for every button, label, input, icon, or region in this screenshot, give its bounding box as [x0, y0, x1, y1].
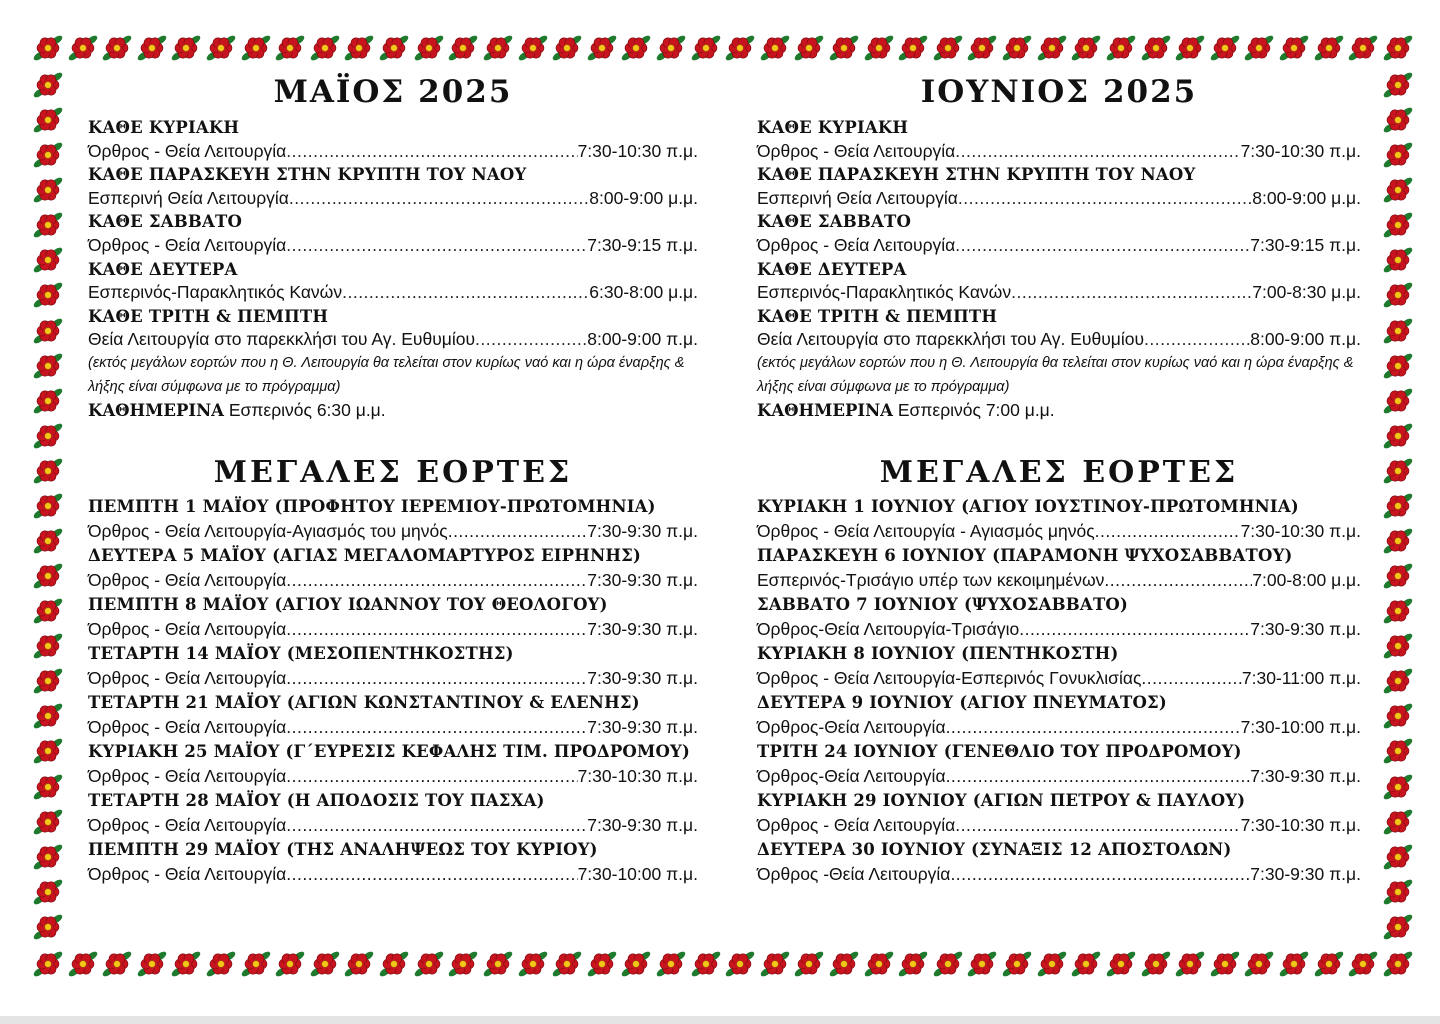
flower-icon — [310, 33, 340, 63]
feast-line — [88, 715, 698, 740]
flower-icon — [725, 949, 755, 979]
service-desc: Όρθρος - Θεία Λειτουργία — [88, 140, 287, 161]
feast-time: 7:30-10:30 π.μ. — [1240, 815, 1361, 836]
flower-icon — [1383, 386, 1413, 416]
feast-line — [88, 568, 698, 593]
dot-leader — [286, 715, 587, 740]
flower-icon — [33, 912, 63, 942]
dot-leader — [1019, 617, 1250, 642]
dot-leader — [286, 234, 587, 258]
flower-icon — [33, 526, 63, 556]
dot-leader — [475, 328, 587, 352]
feast-line — [757, 617, 1361, 642]
flower-icon — [1175, 949, 1205, 979]
may-feasts — [88, 495, 698, 887]
feast-heading: ΣΑΒΒΑΤΟ 7 ΙΟΥΝΙΟΥ (ΨΥΧΟΣΑΒΒΑΤΟ) — [757, 594, 1128, 614]
flower-icon — [552, 33, 582, 63]
flower-icon — [414, 33, 444, 63]
dot-leader — [955, 813, 1240, 838]
feast-time: 7:30-9:30 π.μ. — [587, 619, 698, 640]
feast-heading: ΤΕΤΑΡΤΗ 14 ΜΑΪΟΥ (ΜΕΣΟΠΕΝΤΗΚΟΣΤΗΣ) — [88, 643, 514, 663]
daily-label: ΚΑΘΗΜΕΡΙΝΑ — [757, 401, 893, 421]
dot-leader — [286, 813, 587, 838]
flower-icon — [1244, 33, 1274, 63]
june-title: ΙΟΥΝΙΟΣ 2025 — [920, 74, 1198, 110]
feast-time: 7:30-9:30 π.μ. — [1250, 766, 1361, 787]
flower-icon — [1383, 70, 1413, 100]
flower-icon — [33, 175, 63, 205]
flower-icon — [1383, 877, 1413, 907]
flower-icon — [1244, 949, 1274, 979]
may-services — [88, 116, 698, 423]
flower-icon — [1383, 807, 1413, 837]
feast-line — [88, 764, 698, 789]
feast-desc: Όρθρος-Θεία Λειτουργία — [757, 766, 946, 787]
flower-icon — [33, 70, 63, 100]
feast-time: 7:30-9:30 π.μ. — [587, 815, 698, 836]
flower-icon — [898, 949, 928, 979]
feast-desc: Όρθρος - Θεία Λειτουργία — [88, 668, 287, 689]
service-heading: ΚΑΘΕ ΚΥΡΙΑΚΗ — [88, 118, 240, 137]
feast-time: 7:30-10:00 π.μ. — [577, 864, 698, 885]
flower-icon — [1383, 912, 1413, 942]
service-time: 7:30-10:30 π.μ. — [1240, 140, 1361, 161]
service-desc: Εσπερινός-Παρακλητικός Κανών — [757, 282, 1012, 303]
feast-time: 7:30-9:30 π.μ. — [1250, 619, 1361, 640]
flower-icon — [760, 949, 790, 979]
flower-icon — [171, 33, 201, 63]
feast-desc: Όρθρος - Θεία Λειτουργία-Εσπερινός Γονυκλισίας — [757, 668, 1142, 689]
flower-icon — [1383, 210, 1413, 240]
flower-icon — [102, 949, 132, 979]
daily-label: ΚΑΘΗΜΕΡΙΝΑ — [88, 401, 224, 421]
flower-icon — [1348, 949, 1378, 979]
border-right — [1383, 70, 1413, 942]
service-desc: Όρθρος - Θεία Λειτουργία — [757, 140, 956, 161]
flower-icon — [1383, 772, 1413, 802]
flower-icon — [1383, 561, 1413, 591]
feast-line — [88, 519, 698, 544]
flower-icon — [1383, 842, 1413, 872]
flower-icon — [33, 140, 63, 170]
flower-icon — [794, 33, 824, 63]
service-line — [88, 234, 698, 258]
feast-line — [757, 519, 1361, 544]
flower-icon — [518, 33, 548, 63]
flower-icon — [33, 842, 63, 872]
feast-heading: ΤΕΤΑΡΤΗ 28 ΜΑΪΟΥ (Η ΑΠΟΔΟΣΙΣ ΤΟΥ ΠΑΣΧΑ) — [88, 790, 545, 810]
feast-desc: Όρθρος - Θεία Λειτουργία — [88, 570, 287, 591]
feast-heading: ΔΕΥΤΕΡΑ 5 ΜΑΪΟΥ (ΑΓΙΑΣ ΜΕΓΑΛΟΜΑΡΤΥΡΟΣ ΕΙΡΗΝΗΣ) — [88, 545, 642, 565]
flower-icon — [33, 456, 63, 486]
flower-icon — [1383, 245, 1413, 275]
may-feasts-title: ΜΕΓΑΛΕΣ ΕΟΡΤΕΣ — [213, 454, 573, 490]
flower-icon — [1106, 949, 1136, 979]
feast-heading: ΤΡΙΤΗ 24 ΙΟΥΝΙΟΥ (ΓΕΝΕΘΛΙΟ ΤΟΥ ΠΡΟΔΡΟΜΟΥ) — [757, 741, 1242, 761]
service-time: 8:00-9:00 μ.μ. — [589, 187, 698, 208]
daily-vespers — [757, 399, 1361, 423]
flower-icon — [1383, 666, 1413, 696]
dot-leader — [1095, 519, 1241, 544]
flower-icon — [1383, 596, 1413, 626]
flower-icon — [621, 33, 651, 63]
daily-text: Εσπερινός 7:00 μ.μ. — [897, 400, 1055, 421]
flower-icon — [1348, 33, 1378, 63]
dot-leader — [286, 666, 587, 691]
bottom-strip — [0, 1016, 1440, 1024]
service-desc: Όρθρος - Θεία Λειτουργία — [757, 234, 956, 255]
flower-icon — [275, 949, 305, 979]
flower-icon — [206, 949, 236, 979]
service-heading: ΚΑΘΕ ΠΑΡΑΣΚΕΥΗ ΣΤΗΝ ΚΡΥΠΤΗ ΤΟΥ ΝΑΟΥ — [88, 165, 527, 185]
flower-icon — [483, 33, 513, 63]
feast-line — [757, 666, 1361, 691]
flower-icon — [967, 949, 997, 979]
flower-icon — [33, 701, 63, 731]
june-feasts — [757, 495, 1361, 887]
flower-icon — [33, 631, 63, 661]
service-line — [757, 281, 1361, 305]
service-line — [88, 281, 698, 305]
dot-leader — [1144, 328, 1250, 352]
dot-leader — [1104, 568, 1252, 593]
service-note: (εκτός μεγάλων εορτών που η Θ. Λειτουργία θα τελείται στον κυρίως ναό και η ώρα έναρξης & λήξης είναι σύμφωνα με το πρόγραμμα) — [88, 354, 685, 395]
flower-icon — [33, 772, 63, 802]
daily-vespers — [88, 399, 698, 423]
service-line — [757, 187, 1361, 211]
flower-icon — [1383, 105, 1413, 135]
dot-leader — [289, 187, 589, 211]
service-desc: Εσπερινή Θεία Λειτουργία — [757, 187, 958, 208]
service-time: 7:00-8:30 μ.μ. — [1252, 282, 1361, 303]
feast-desc: Εσπερινός-Τρισάγιο υπέρ των κεκοιμημένων — [757, 570, 1105, 591]
feast-heading: ΚΥΡΙΑΚΗ 25 ΜΑΪΟΥ (Γ΄ΕΥΡΕΣΙΣ ΚΕΦΑΛΗΣ ΤΙΜ. ΠΡΟΔΡΟΜΟΥ) — [88, 741, 691, 761]
service-heading: ΚΑΘΕ ΔΕΥΤΕΡΑ — [88, 259, 238, 279]
june-feasts-title: ΜΕΓΑΛΕΣ ΕΟΡΤΕΣ — [879, 454, 1239, 490]
feast-line — [88, 862, 698, 887]
flower-icon — [1383, 33, 1413, 63]
feast-heading: ΠΕΜΠΤΗ 8 ΜΑΪΟΥ (ΑΓΙΟΥ ΙΩΑΝΝΟΥ ΤΟΥ ΘΕΟΛΟΓΟΥ) — [88, 594, 608, 614]
flower-icon — [344, 949, 374, 979]
flower-icon — [1383, 140, 1413, 170]
flower-icon — [1141, 33, 1171, 63]
feast-line — [88, 617, 698, 642]
dot-leader — [286, 862, 577, 887]
feast-time: 7:00-8:00 μ.μ. — [1252, 570, 1361, 591]
service-line — [757, 328, 1361, 352]
flower-icon — [1383, 456, 1413, 486]
flower-icon — [621, 949, 651, 979]
flower-icon — [1383, 736, 1413, 766]
feast-line — [88, 813, 698, 838]
feast-desc: Όρθρος-Θεία Λειτουργία — [757, 717, 946, 738]
feast-heading: ΚΥΡΙΑΚΗ 29 ΙΟΥΝΙΟΥ (ΑΓΙΩΝ ΠΕΤΡΟΥ & ΠΑΥΛΟΥ) — [757, 790, 1246, 810]
flower-icon — [1210, 949, 1240, 979]
feast-time: 7:30-9:30 π.μ. — [1250, 864, 1361, 885]
flower-icon — [1314, 33, 1344, 63]
flower-icon — [760, 33, 790, 63]
dot-leader — [286, 140, 577, 164]
flower-icon — [241, 33, 271, 63]
service-heading: ΚΑΘΕ ΚΥΡΙΑΚΗ — [757, 118, 909, 137]
flower-icon — [33, 561, 63, 591]
flower-icon — [33, 421, 63, 451]
dot-leader — [286, 764, 577, 789]
flower-icon — [33, 386, 63, 416]
flower-icon — [33, 807, 63, 837]
service-heading: ΚΑΘΕ ΔΕΥΤΕΡΑ — [757, 259, 907, 279]
flower-icon — [1383, 421, 1413, 451]
feast-heading: ΤΕΤΑΡΤΗ 21 ΜΑΪΟΥ (ΑΓΙΩΝ ΚΩΝΣΤΑΝΤΙΝΟΥ & ΕΛΕΝΗΣ) — [88, 692, 640, 712]
feast-desc: Όρθρος-Θεία Λειτουργία-Τρισάγιο — [757, 619, 1020, 640]
feast-desc: Όρθρος - Θεία Λειτουργία-Αγιασμός του μηνός — [88, 521, 448, 542]
flower-icon — [137, 949, 167, 979]
dot-leader — [946, 764, 1251, 789]
june-services — [757, 116, 1361, 423]
flower-icon — [33, 105, 63, 135]
june-column — [757, 68, 1361, 887]
flower-icon — [1383, 280, 1413, 310]
service-desc: Εσπερινός-Παρακλητικός Κανών — [88, 282, 343, 303]
flower-icon — [379, 33, 409, 63]
flower-icon — [587, 949, 617, 979]
dot-leader — [286, 617, 587, 642]
flower-icon — [33, 491, 63, 521]
flower-icon — [33, 666, 63, 696]
flower-icon — [691, 33, 721, 63]
feast-desc: Όρθρος - Θεία Λειτουργία — [88, 815, 287, 836]
service-desc: Θεία Λειτουργία στο παρεκκλήσι του Αγ. Ευθυμίου — [757, 329, 1145, 350]
flower-icon — [33, 280, 63, 310]
flower-icon — [1106, 33, 1136, 63]
flower-icon — [1383, 701, 1413, 731]
service-note: (εκτός μεγάλων εορτών που η Θ. Λειτουργία θα τελείται στον κυρίως ναό και η ώρα έναρξης & λήξης είναι σύμφωνα με το πρόγραμμα) — [757, 354, 1354, 395]
flower-icon — [344, 33, 374, 63]
flower-icon — [1383, 316, 1413, 346]
flower-icon — [552, 949, 582, 979]
flower-icon — [1279, 33, 1309, 63]
flower-icon — [1383, 351, 1413, 381]
dot-leader — [958, 187, 1252, 211]
flower-icon — [1383, 631, 1413, 661]
feast-heading: ΠΕΜΠΤΗ 29 ΜΑΪΟΥ (ΤΗΣ ΑΝΑΛΗΨΕΩΣ ΤΟΥ ΚΥΡΙΟΥ) — [88, 839, 598, 859]
flower-icon — [310, 949, 340, 979]
feast-heading: ΔΕΥΤΕΡΑ 9 ΙΟΥΝΙΟΥ (ΑΓΙΟΥ ΠΝΕΥΜΑΤΟΣ) — [757, 692, 1167, 712]
flower-icon — [1383, 949, 1413, 979]
service-time: 8:00-9:00 μ.μ. — [1252, 187, 1361, 208]
feast-desc: Όρθρος -Θεία Λειτουργία — [757, 864, 951, 885]
flower-icon — [794, 949, 824, 979]
feast-desc: Όρθρος - Θεία Λειτουργία — [757, 815, 956, 836]
service-line — [88, 328, 698, 352]
feast-desc: Όρθρος - Θεία Λειτουργία - Αγιασμός μηνός — [757, 521, 1095, 542]
flower-icon — [33, 351, 63, 381]
feast-desc: Όρθρος - Θεία Λειτουργία — [88, 717, 287, 738]
flower-icon — [1002, 949, 1032, 979]
flower-icon — [1071, 949, 1101, 979]
flower-icon — [102, 33, 132, 63]
flower-icon — [864, 949, 894, 979]
flower-icon — [448, 33, 478, 63]
flower-icon — [33, 33, 63, 63]
feast-desc: Όρθρος - Θεία Λειτουργία — [88, 766, 287, 787]
service-desc: Θεία Λειτουργία στο παρεκκλήσι του Αγ. Ευθυμίου — [88, 329, 476, 350]
service-time: 7:30-10:30 π.μ. — [577, 140, 698, 161]
service-heading: ΚΑΘΕ ΣΑΒΒΑΤΟ — [88, 212, 243, 232]
service-heading: ΚΑΘΕ ΣΑΒΒΑΤΟ — [757, 212, 912, 232]
flower-icon — [1383, 491, 1413, 521]
feast-line — [757, 764, 1361, 789]
feast-line — [757, 813, 1361, 838]
flower-icon — [33, 949, 63, 979]
service-heading: ΚΑΘΕ ΤΡΙΤΗ & ΠΕΜΠΤΗ — [757, 306, 998, 326]
flower-icon — [171, 949, 201, 979]
feast-heading: ΠΕΜΠΤΗ 1 ΜΑΪΟΥ (ΠΡΟΦΗΤΟΥ ΙΕΡΕΜΙΟΥ-ΠΡΩΤΟΜΗΝΙΑ) — [88, 496, 656, 516]
flower-icon — [1279, 949, 1309, 979]
service-heading: ΚΑΘΕ ΤΡΙΤΗ & ΠΕΜΠΤΗ — [88, 306, 329, 326]
feast-line — [88, 666, 698, 691]
daily-text: Εσπερινός 6:30 μ.μ. — [228, 400, 386, 421]
flower-icon — [933, 949, 963, 979]
service-line — [757, 234, 1361, 258]
flower-icon — [33, 245, 63, 275]
feast-time: 7:30-10:30 π.μ. — [1240, 521, 1361, 542]
feast-line — [757, 715, 1361, 740]
flower-icon — [829, 33, 859, 63]
flower-icon — [1210, 33, 1240, 63]
dot-leader — [286, 568, 587, 593]
flower-icon — [379, 949, 409, 979]
feast-desc: Όρθρος - Θεία Λειτουργία — [88, 619, 287, 640]
dot-leader — [946, 715, 1241, 740]
flower-icon — [68, 33, 98, 63]
flower-icon — [1383, 175, 1413, 205]
flower-icon — [587, 33, 617, 63]
dot-leader — [955, 234, 1250, 258]
flower-icon — [1037, 33, 1067, 63]
flower-icon — [68, 949, 98, 979]
flower-icon — [1175, 33, 1205, 63]
dot-leader — [448, 519, 588, 544]
dot-leader — [955, 140, 1240, 164]
service-time: 7:30-9:15 π.μ. — [1250, 234, 1361, 255]
flower-icon — [656, 33, 686, 63]
service-line — [757, 140, 1361, 164]
flower-icon — [1314, 949, 1344, 979]
service-time: 6:30-8:00 μ.μ. — [589, 282, 698, 303]
service-time: 7:30-9:15 π.μ. — [587, 234, 698, 255]
border-top — [33, 33, 1413, 63]
flower-icon — [206, 33, 236, 63]
dot-leader — [950, 862, 1250, 887]
flower-icon — [483, 949, 513, 979]
service-time: 8:00-9:00 π.μ. — [1250, 329, 1361, 350]
flower-icon — [33, 596, 63, 626]
flower-icon — [414, 949, 444, 979]
flower-icon — [241, 949, 271, 979]
dot-leader — [342, 281, 589, 305]
feast-time: 7:30-10:00 π.μ. — [1240, 717, 1361, 738]
flower-icon — [33, 736, 63, 766]
feast-line — [757, 568, 1361, 593]
feast-time: 7:30-11:00 π.μ. — [1241, 668, 1361, 689]
flower-icon — [1002, 33, 1032, 63]
flower-icon — [275, 33, 305, 63]
flower-icon — [1141, 949, 1171, 979]
feast-heading: ΠΑΡΑΣΚΕΥΗ 6 ΙΟΥΝΙΟΥ (ΠΑΡΑΜΟΝΗ ΨΥΧΟΣΑΒΒΑΤΟΥ) — [757, 545, 1293, 565]
flower-icon — [933, 33, 963, 63]
feast-time: 7:30-9:30 π.μ. — [587, 668, 698, 689]
feast-time: 7:30-9:30 π.μ. — [587, 570, 698, 591]
service-line — [88, 187, 698, 211]
feast-desc: Όρθρος - Θεία Λειτουργία — [88, 864, 287, 885]
flower-icon — [1037, 949, 1067, 979]
feast-time: 7:30-9:30 π.μ. — [587, 521, 698, 542]
flower-icon — [967, 33, 997, 63]
flower-icon — [656, 949, 686, 979]
service-line — [88, 140, 698, 164]
may-column — [88, 68, 698, 887]
may-title: ΜΑΪΟΣ 2025 — [273, 74, 513, 110]
service-desc: Εσπερινή Θεία Λειτουργία — [88, 187, 289, 208]
flower-icon — [33, 316, 63, 346]
feast-heading: ΚΥΡΙΑΚΗ 8 ΙΟΥΝΙΟΥ (ΠΕΝΤΗΚΟΣΤΗ) — [757, 643, 1119, 663]
flower-icon — [137, 33, 167, 63]
feast-heading: ΔΕΥΤΕΡΑ 30 ΙΟΥΝΙΟΥ (ΣΥΝΑΞΙΣ 12 ΑΠΟΣΤΟΛΩΝ) — [757, 839, 1232, 859]
flower-icon — [33, 877, 63, 907]
border-bottom — [33, 949, 1413, 979]
flower-icon — [864, 33, 894, 63]
flower-icon — [33, 210, 63, 240]
feast-heading: ΚΥΡΙΑΚΗ 1 ΙΟΥΝΙΟΥ (ΑΓΙΟΥ ΙΟΥΣΤΙΝΟΥ-ΠΡΩΤΟΜΗΝΙΑ) — [757, 496, 1299, 516]
feast-time: 7:30-10:30 π.μ. — [577, 766, 698, 787]
border-left — [33, 70, 63, 942]
service-desc: Όρθρος - Θεία Λειτουργία — [88, 234, 287, 255]
flower-icon — [1383, 526, 1413, 556]
flower-icon — [448, 949, 478, 979]
dot-leader — [1141, 666, 1241, 691]
flower-icon — [1071, 33, 1101, 63]
feast-line — [757, 862, 1361, 887]
flower-icon — [691, 949, 721, 979]
flower-icon — [518, 949, 548, 979]
flower-icon — [898, 33, 928, 63]
dot-leader — [1011, 281, 1252, 305]
service-time: 8:00-9:00 π.μ. — [587, 329, 698, 350]
flower-icon — [829, 949, 859, 979]
service-heading: ΚΑΘΕ ΠΑΡΑΣΚΕΥΗ ΣΤΗΝ ΚΡΥΠΤΗ ΤΟΥ ΝΑΟΥ — [757, 165, 1196, 185]
feast-time: 7:30-9:30 π.μ. — [587, 717, 698, 738]
flower-icon — [725, 33, 755, 63]
